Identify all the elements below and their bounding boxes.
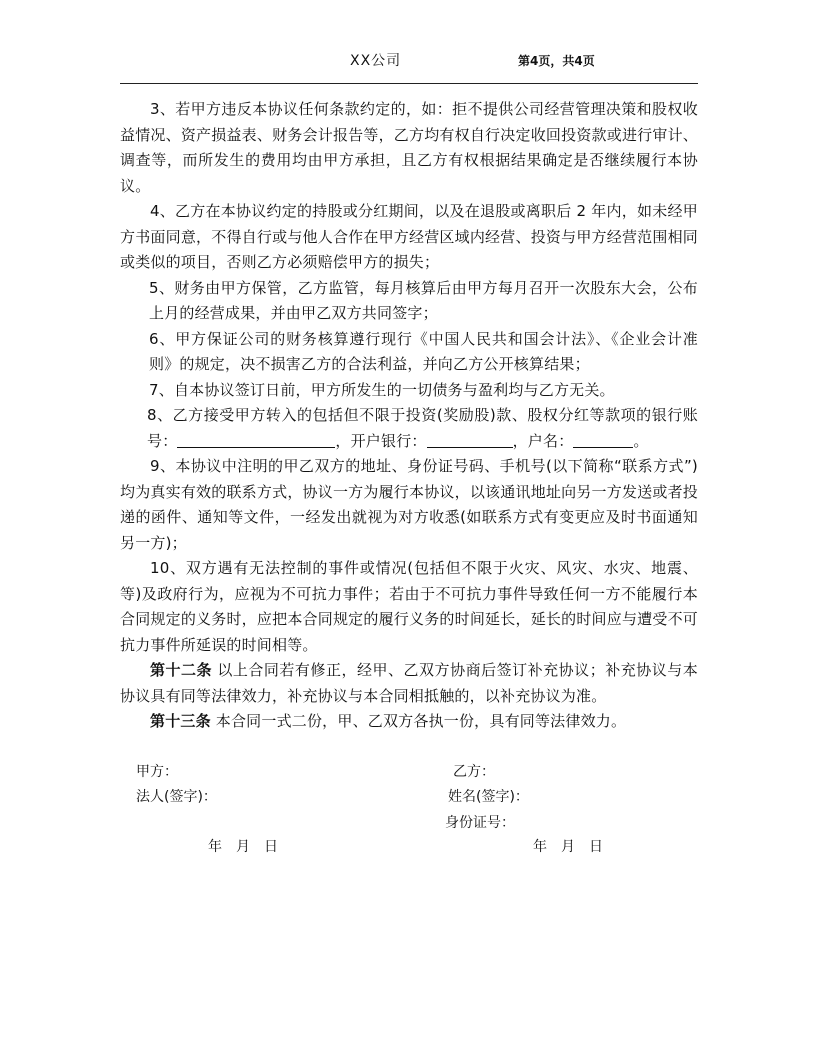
bank-label: ，开户银行： <box>335 431 427 450</box>
clause-4: 4、乙方在本协议约定的持股或分红期间，以及在退股或离职后 2 年内，如未经甲方书面同意，不得自行或与他人合作在甲方经营区域内经营、投资与甲方经营范围相同或类似的项目，否则乙方必须赔偿甲方的损失； <box>120 202 698 271</box>
bank-blank <box>427 431 513 448</box>
account-name-label: ，户名： <box>512 431 574 450</box>
page-number: 第4页，共4页 <box>518 54 595 68</box>
party-a-label: 甲方： <box>136 764 178 780</box>
company-name: XX公司 <box>350 53 402 69</box>
account-number-blank <box>177 431 335 448</box>
article-13 <box>120 709 698 735</box>
article-12 <box>120 658 698 709</box>
article-12-text: 以上合同若有修正，经甲、乙双方协商后签订补充协议；补充协议与本协议具有同等法律效力，补充协议与本合同相抵触的，以补充协议为准。 <box>120 661 698 705</box>
clause-6: 6、甲方保证公司的财务核算遵行现行《中国人民共和国会计法》、《企业会计准则》的规定，决不损害乙方的合法利益，并向乙方公开核算结果； <box>149 329 698 373</box>
clause-8 <box>120 403 698 454</box>
legal-rep-label: 法人(签字)： <box>136 789 217 805</box>
party-a-date: 年 月 日 <box>208 839 278 855</box>
id-number-label: 身份证号： <box>445 815 515 831</box>
clause-5: 5、财务由甲方保管，乙方监管，每月核算后由甲方每月召开一次股东大会，公布上月的经营成果，并由甲乙双方共同签字； <box>149 278 698 322</box>
name-sign-label: 姓名(签字)： <box>448 789 529 805</box>
article-13-title: 第十三条 <box>150 712 211 730</box>
clause-7: 7、自本协议签订日前，甲方所发生的一切债务与盈利均与乙方无关。 <box>149 380 615 399</box>
clause-8-end: 。 <box>633 431 649 450</box>
party-b-date: 年 月 日 <box>533 839 603 855</box>
clause-8-text: 8、乙方接受甲方转入的包括但不限于投资(奖励股)款、股权分红等款项的银行账号： <box>147 406 698 450</box>
party-b-label: 乙方： <box>453 764 495 780</box>
page-header <box>120 40 698 84</box>
clause-9: 9、本协议中注明的甲乙双方的地址、身份证号码、手机号(以下简称“联系方式”)均为真实有效的联系方式，协议一方为履行本协议，以该通讯地址向另一方发送或者投递的函件、通知等文件，一经发出就视为对方收悉(如联系方式有变更应及时书面通知另一方)； <box>120 457 698 552</box>
article-12-title: 第十二条 <box>150 661 213 679</box>
clause-10: 10、双方遇有无法控制的事件或情况(包括但不限于火灾、风灾、水灾、地震、等)及政府行为，应视为不可抗力事件；若由于不可抗力事件导致任何一方不能履行本合同规定的义务时，应把本合同规定的履行义务的时间延长，延长的时间应与遭受不可抗力事件所延误的时间相等。 <box>120 559 698 654</box>
clause-3: 3、若甲方违反本协议任何条款约定的，如：拒不提供公司经营管理决策和股权收益情况、资产损益表、财务会计报告等，乙方均有权自行决定收回投资款或进行审计、调查等，而所发生的费用均由甲方承担，且乙方有权根据结果确定是否继续履行本协议。 <box>120 100 698 195</box>
article-13-text: 本合同一式二份，甲、乙双方各执一份，具有同等法律效力。 <box>210 712 627 730</box>
account-name-blank <box>573 431 633 448</box>
contract-body <box>120 97 698 735</box>
